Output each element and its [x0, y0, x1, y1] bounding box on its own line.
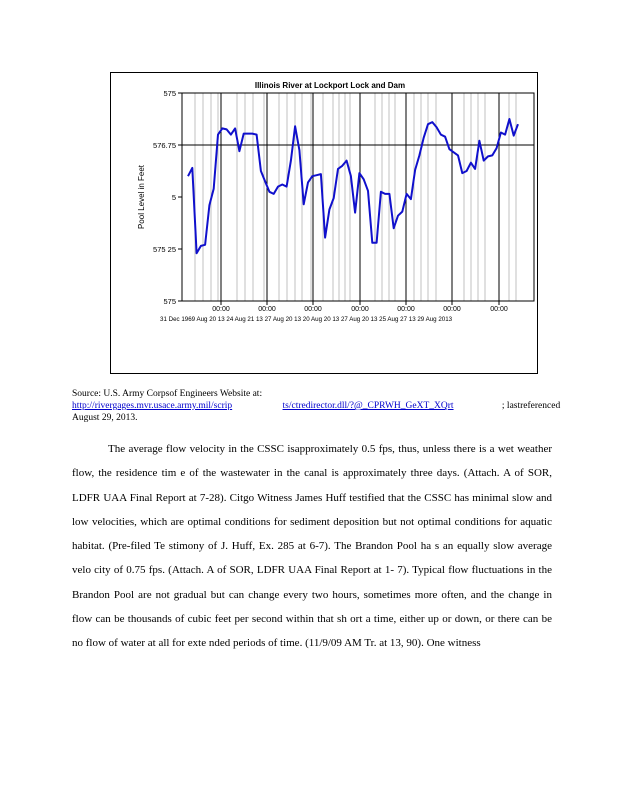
source-url-part2[interactable]: ts/ctredirector.dll/?@_CPRWH_GeXT_XQrt [282, 401, 454, 411]
x-date-label: 31 Dec 1969 Aug 20 13 24 Aug 21 13 27 Aug 20 13 20 Aug 20 13 27 Aug 20 13 25 Aug 27 13 29 Aug 2013 [160, 316, 453, 323]
source-url-tail: ; lastreferenced [501, 401, 561, 411]
body-text [72, 437, 552, 656]
x-tick-label: 00:00 [212, 306, 230, 313]
x-tick-label: 00:00 [443, 306, 461, 313]
chart-title: Illinois River at Lockport Lock and Dam [254, 81, 406, 90]
source-line-2 [72, 401, 561, 411]
source-line-3: August 29, 2013. [72, 413, 138, 423]
x-tick-label: 00:00 [397, 306, 415, 313]
y-axis-label: Pool Level in Feet [137, 164, 146, 230]
x-tick-label: 00:00 [490, 306, 508, 313]
body-paragraph: The average flow velocity in the CSSC isapproximately 0.5 fps, thus, unless there is a wet weather flow, the residence tim e of the wastewater in the canal is approximately three days. (Attach. A of SOR, LDFR UAA Final Report at 7-28). Citgo Witness James Huff testified that the CSSC has minimal slow and low velocities, which are optimal conditions for sediment deposition but not optimal conditions for aquatic habitat. (Pre-filed Te stimony of J. Huff, Ex. 285 at 6-7). The Brandon Pool ha s an equally slow average velo city of 0.75 fps. (Attach. A of SOR, LDFR UAA Final Report at 1- 7). Typical flow fluctuations in the Brandon Pool are not gradual but can change every two hours, sometimes more often, and the change in flow can be thousands of cubic feet per second within that sh ort a time, either up or down, or there can be no flow of water at all for exte nded periods of time. (11/9/09 AM Tr. at 13, 90). One witness [72, 443, 552, 650]
chart-figure [110, 72, 538, 374]
source-url-part1[interactable]: http://rivergages.mvr.usace.army.mil/scrip [72, 401, 233, 411]
x-tick-label: 00:00 [304, 306, 322, 313]
y-tick-label: 575 [163, 297, 176, 306]
chart-svg [110, 72, 538, 374]
y-tick-label: 576.75 [153, 141, 176, 150]
x-tick-label: 00:00 [351, 306, 369, 313]
y-tick-label: 5 [171, 193, 176, 202]
y-tick-label: 575 [163, 89, 176, 98]
x-tick-label: 00:00 [258, 306, 276, 313]
source-line-1: Source: U.S. Army Corpsof Engineers Website at: [72, 389, 263, 399]
y-tick-label: 575 25 [153, 245, 176, 254]
